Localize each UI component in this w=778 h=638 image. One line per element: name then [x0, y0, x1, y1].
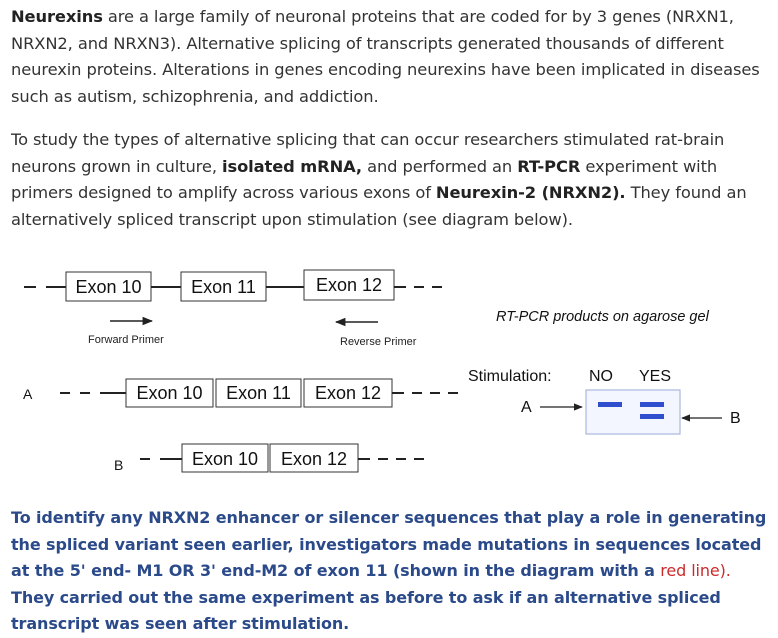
- band-a-label: A: [521, 399, 532, 416]
- question-red-line-text: red line).: [660, 561, 731, 580]
- product-a-label: A: [23, 386, 33, 402]
- question-paragraph: [11, 505, 771, 638]
- intro-text: are a large family of neuronal proteins that are coded for by 3 genes (NRXN1, NRXN2, and NRXN3). Alternative splicing of transcripts generated thousands of different neurexin proteins. Alterations in genes encoding neurexins have been implicated in diseases such as autism, schizophrenia, and addiction.: [11, 7, 760, 106]
- product-b-row: [140, 444, 424, 472]
- reverse-primer-label: Reverse Primer: [340, 336, 417, 348]
- method-bold-mrna: isolated mRNA,: [222, 156, 362, 176]
- exon-label: Exon 11: [191, 277, 256, 297]
- gel-band-yes-a: [640, 402, 664, 407]
- gel-box: [586, 390, 680, 434]
- exon-label: Exon 11: [226, 383, 291, 403]
- method-bold-rtpcr: RT-PCR: [517, 156, 581, 176]
- gel-band-yes-b: [640, 414, 664, 419]
- lane-yes-label: YES: [639, 368, 672, 385]
- method-bold-nrxn2: Neurexin-2 (NRXN2).: [435, 183, 626, 202]
- question-text-2: They carried out the same experiment as before to ask if an alternative spliced transcript was seen after stimulation.: [11, 587, 721, 633]
- splicing-diagram: [0, 250, 778, 490]
- lane-no-label: NO: [589, 368, 613, 385]
- method-text-4: They found an alternatively spliced transcript upon stimulation (see diagram below).: [11, 183, 747, 229]
- intro-paragraph: [11, 4, 771, 110]
- method-paragraph: [11, 127, 771, 233]
- exon-label: Exon 12: [315, 275, 383, 295]
- exon-label: Exon 12: [314, 383, 382, 403]
- exon-label: Exon 10: [75, 277, 142, 297]
- product-b-label: B: [114, 457, 124, 473]
- stimulation-label: Stimulation:: [468, 368, 552, 385]
- genomic-row: [24, 270, 442, 301]
- exon-label: Exon 12: [280, 449, 348, 469]
- method-text-3: experiment with primers designed to amplify across various exons of: [11, 156, 718, 202]
- question-text-1: To identify any NRXN2 enhancer or silencer sequences that play a role in generating the spliced variant seen earlier, investigators made mutations in sequences located at the 5' end- M1 OR 3' end-M2 of exon 11 (shown in the diagram with a: [11, 508, 767, 580]
- gel-band-no-a: [598, 402, 622, 407]
- method-text-1: To study the types of alternative splicing that can occur researchers stimulated rat-brain neurons grown in culture,: [11, 130, 725, 176]
- exon-label: Exon 10: [191, 449, 259, 469]
- band-b-label: B: [730, 410, 741, 427]
- product-a-row: [60, 379, 458, 407]
- method-text-2: and performed an: [362, 156, 518, 176]
- gel-title: RT-PCR products on agarose gel: [496, 309, 709, 325]
- forward-primer-label: Forward Primer: [88, 334, 164, 346]
- exon-label: Exon 10: [136, 383, 203, 403]
- intro-term: Neurexins: [11, 7, 103, 26]
